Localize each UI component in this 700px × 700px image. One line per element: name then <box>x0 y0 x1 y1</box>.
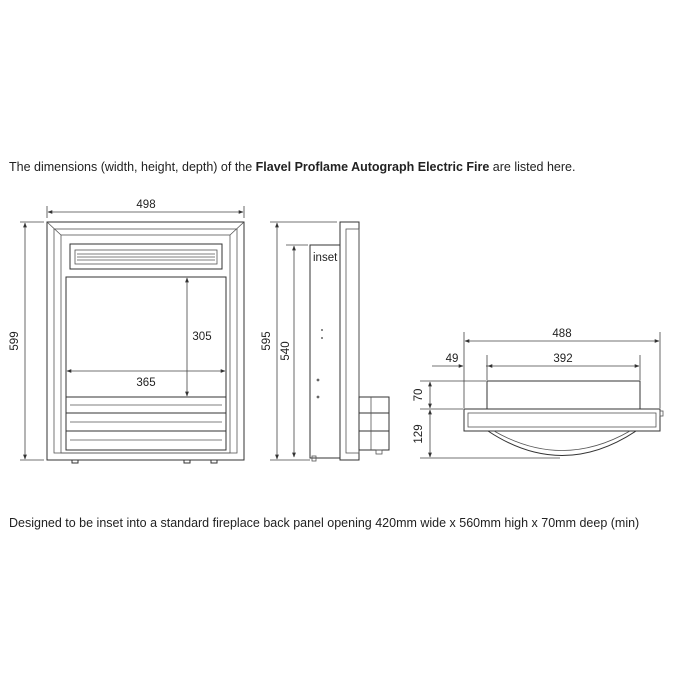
front-opening-height: 305 <box>192 331 212 343</box>
side-view <box>261 222 389 461</box>
side-inset-label: inset <box>313 252 338 264</box>
side-inset-height: 540 <box>280 341 292 361</box>
product-name: Flavel Proflame Autograph Electric Fire <box>255 160 490 174</box>
plan-offset: 49 <box>445 353 459 365</box>
plan-front-depth: 129 <box>413 424 425 444</box>
plan-overall-width: 488 <box>552 328 572 340</box>
front-overall-height: 599 <box>9 331 21 351</box>
plan-body-width: 392 <box>553 353 573 365</box>
plan-view <box>413 328 663 458</box>
intro-suffix: are listed here. <box>489 160 576 174</box>
front-opening-width: 365 <box>136 377 156 389</box>
intro-prefix: The dimensions (width, height, depth) of the <box>9 160 256 174</box>
side-overall-height: 595 <box>261 331 273 351</box>
front-view <box>9 199 244 463</box>
installation-note: Designed to be inset into a standard fireplace back panel opening 420mm wide x 560mm high x 70mm deep (min) <box>9 516 640 530</box>
front-overall-width: 498 <box>136 199 156 211</box>
plan-inset-depth: 70 <box>413 388 425 402</box>
